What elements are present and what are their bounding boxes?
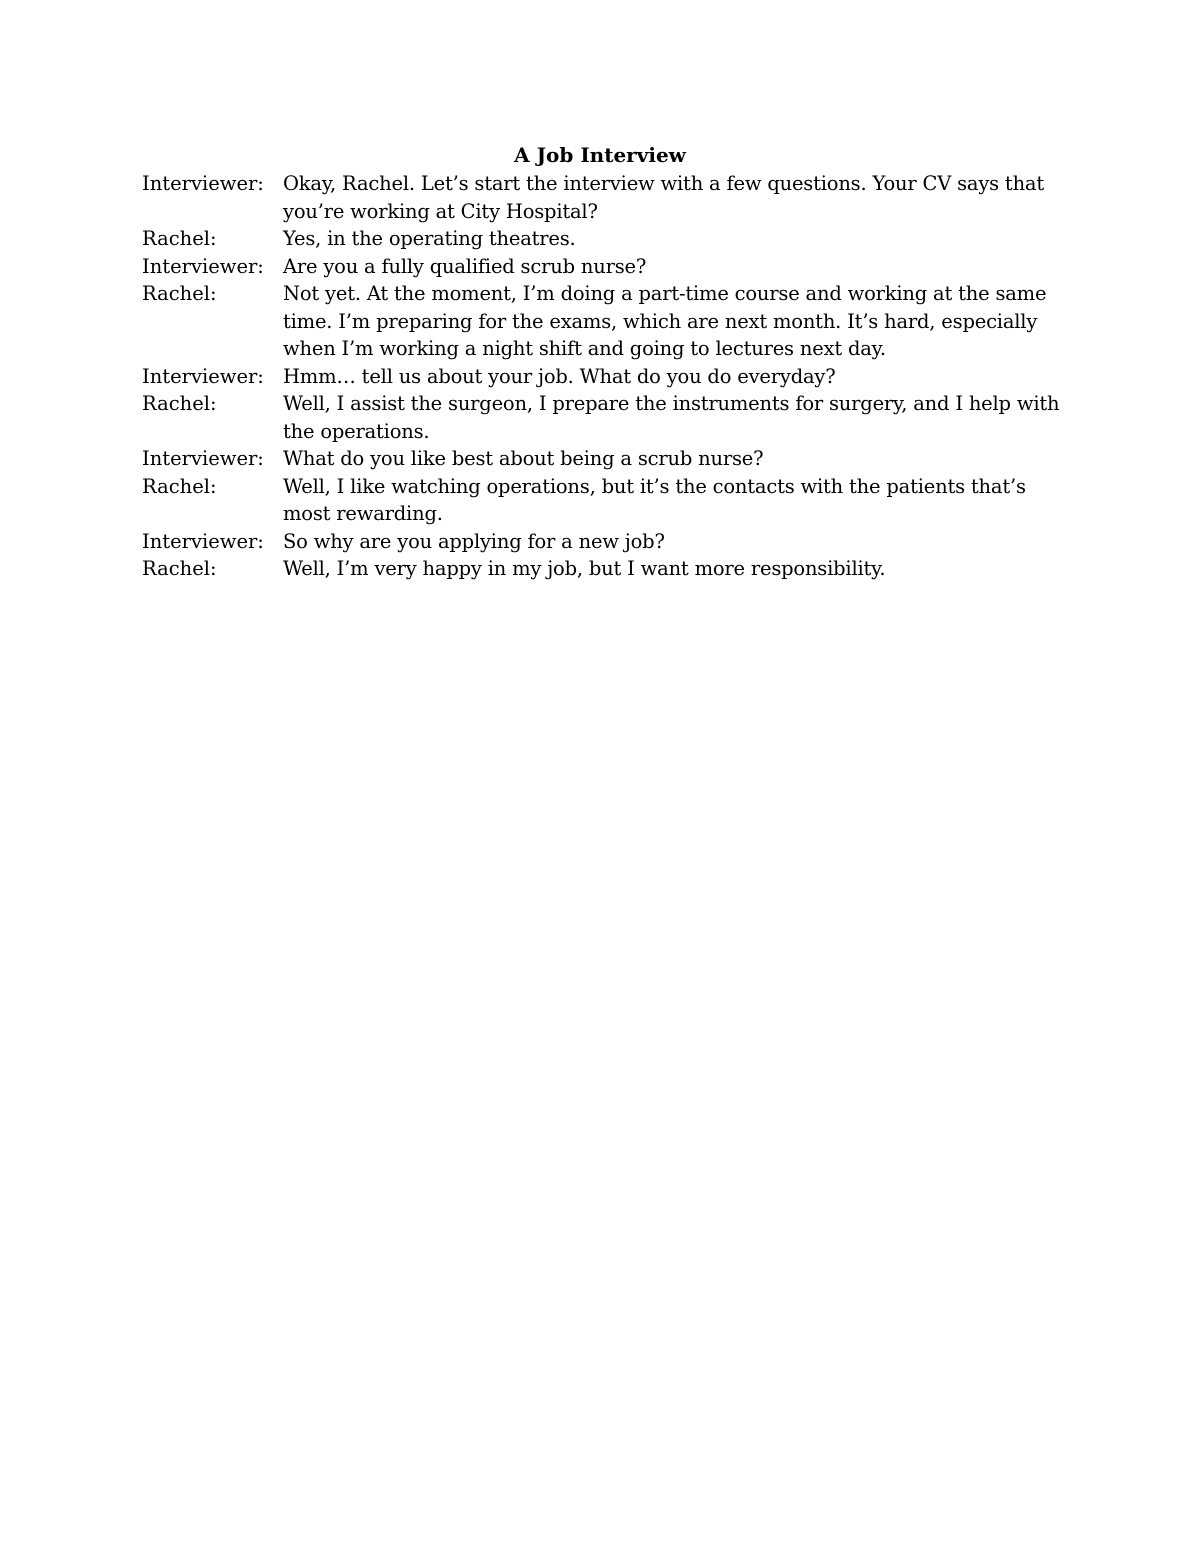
speaker-label: Rachel: (142, 282, 217, 305)
speaker-label: Interviewer: (142, 529, 264, 553)
speaker-label: Rachel: (142, 392, 217, 415)
dialogue-turn (142, 225, 1072, 253)
dialogue-line: Yes, in the operating theatres. (283, 227, 576, 250)
dialogue-line: Well, I’m very happy in my job, but I want more responsibility. (283, 557, 886, 580)
speaker-label: Interviewer: (142, 254, 264, 278)
dialogue-turn (142, 253, 1072, 281)
dialogue-turn (142, 170, 1072, 225)
dialogue-turn (142, 363, 1072, 391)
dialogue-turn (142, 445, 1072, 473)
speaker-label: Rachel: (142, 227, 217, 250)
dialogue-turn (142, 390, 1072, 445)
dialogue-line: Well, I like watching operations, but it’s the contacts with the patients that’s most rewarding. (283, 474, 1026, 525)
dialogue-line: Well, I assist the surgeon, I prepare the instruments for surgery, and I help with the operations. (283, 392, 1060, 443)
dialogue-line: What do you like best about being a scrub nurse? (283, 447, 764, 470)
dialogue-line: Hmm… tell us about your job. What do you do everyday? (283, 364, 836, 388)
dialogue-turn (142, 528, 1072, 556)
dialogue-line: Not yet. At the moment, I’m doing a part-time course and working at the same time. I’m preparing for the exams, which are next month. It’s hard, especially when I’m working a night shift and going to lectures next day. (283, 282, 1047, 360)
dialogue-turn (142, 555, 1072, 583)
speaker-label: Interviewer: (142, 364, 264, 388)
dialogue-line: Are you a fully qualified scrub nurse? (283, 254, 647, 278)
speaker-label: Interviewer: (142, 172, 264, 195)
speaker-label: Rachel: (142, 474, 217, 498)
document-title: A Job Interview (514, 143, 686, 167)
dialogue-turn (142, 280, 1072, 363)
dialogue-line: So why are you applying for a new job? (283, 529, 665, 553)
speaker-label: Rachel: (142, 557, 217, 580)
speaker-label: Interviewer: (142, 447, 264, 470)
dialogue-turn (142, 473, 1072, 528)
dialogue-line: Okay, Rachel. Let’s start the interview with a few questions. Your CV says that you’re working at City Hospital? (283, 172, 1044, 223)
interview-dialogue (142, 170, 1072, 583)
